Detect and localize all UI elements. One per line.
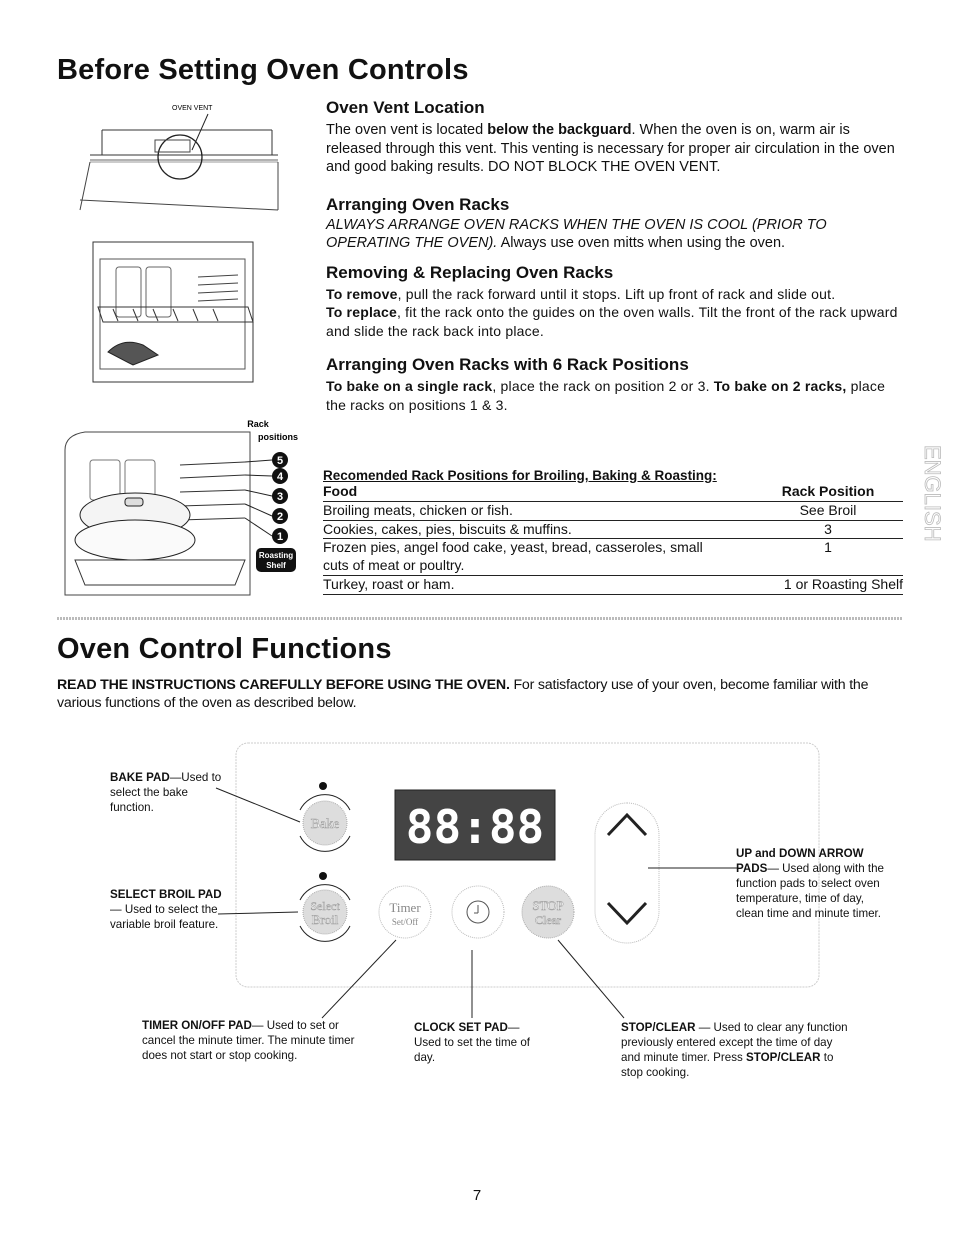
oven-vent-label: OVEN VENT [172, 105, 213, 112]
rack-number-4: 4 [276, 471, 284, 483]
english-side-tab [905, 440, 945, 560]
callout-clock-set-pad: CLOCK SET PAD— Used to set the time of day. [414, 1021, 530, 1064]
table-row: Frozen pies, angel food cake, yeast, bread, casseroles, small 1 [323, 539, 832, 556]
table-header-row [323, 483, 903, 502]
rack-number-5: 5 [276, 455, 284, 467]
display-digits: 88:88 [405, 800, 545, 854]
heading-oven-vent: Oven Vent Location [326, 98, 485, 117]
table-row: Turkey, roast or ham. 1 or Roasting Shelf [323, 576, 903, 595]
oven-rack-illustration [88, 237, 268, 387]
svg-text:ENGLISH: ENGLISH [920, 445, 945, 542]
stop-pad-label: STOP [532, 898, 564, 913]
table-row: Broiling meats, chicken or fish. See Broil [323, 502, 903, 521]
oven-vent-illustration [80, 100, 280, 220]
paragraph-arranging-racks: ALWAYS ARRANGE OVEN RACKS WHEN THE OVEN IS COOL (PRIOR TO OPERATING THE OVEN). Always use oven mitts when using the oven. [326, 216, 827, 251]
svg-text:Set/Off: Set/Off [391, 917, 419, 927]
callout-arrow-pads: UP and DOWN ARROW PADS— Used along with the function pads to select oven temperature, time of day, clean time and minute timer. [736, 847, 885, 920]
heading-six-positions: Arranging Oven Racks with 6 Rack Positions [326, 355, 689, 374]
heading-removing-racks: Removing & Replacing Oven Racks [326, 262, 614, 282]
page-number: 7 [472, 1187, 482, 1204]
callout-timer-pad: TIMER ON/OFF PAD— Used to set or cancel the minute timer. The minute timer does not start or stop cooking. [142, 1019, 355, 1062]
table-caption: Recomended Rack Positions for Broiling, Baking & Roasting: [323, 468, 717, 483]
section-divider [57, 617, 902, 620]
paragraph-six-positions: To bake on a single rack, place the rack on position 2 or 3. To bake on 2 racks, place the racks on positions 1 & 3. [326, 378, 886, 413]
callout-stop-clear: STOP/CLEAR — Used to clear any function previously entered except the time of day and minute timer. Press STOP/CLEAR to stop cooking. [621, 1021, 848, 1079]
paragraph-oven-vent: The oven vent is located below the backguard. When the oven is on, warm air is released through this vent. This venting is necessary for proper air circulation in the oven and good baking results. DO NOT BLOCK THE OVEN VENT. [326, 122, 895, 175]
table-header-position: Rack Position [781, 483, 875, 499]
rack-number-1: 1 [276, 531, 284, 543]
table-row: cuts of meat or poultry. [323, 557, 903, 576]
section-title-oven-control-functions: Oven Control Functions [57, 633, 392, 665]
heading-arranging-racks: Arranging Oven Racks [326, 194, 510, 214]
svg-text:Roasting: Roasting [258, 551, 294, 560]
section-title-before-setting: Before Setting Oven Controls [57, 54, 469, 86]
paragraph-removing-racks: To remove, pull the rack forward until it stops. Lift up front of rack and slide out. To replace, fit the rack onto the guides on the oven walls. Tilt the front of the rack upward and slide the rack back into place. [326, 285, 898, 339]
callout-select-broil: SELECT BROIL PAD— Used to select the variable broil feature. [110, 888, 222, 931]
bake-pad-label: Bake [310, 817, 340, 832]
timer-pad-label: Timer [389, 900, 421, 915]
table-row: Cookies, cakes, pies, biscuits & muffins. 3 [323, 521, 903, 540]
svg-text:Clear: Clear [535, 913, 561, 927]
table-header-food: Food [323, 483, 358, 499]
rack-number-3: 3 [276, 491, 284, 503]
rack-positions-label-2: positions [258, 432, 298, 442]
rack-number-2: 2 [276, 511, 284, 523]
callout-bake-pad: BAKE PAD—Used to select the bake function. [110, 771, 222, 814]
roasting-rack-illustration [60, 420, 320, 600]
rack-position-table [323, 468, 903, 595]
svg-text:Select: Select [310, 899, 340, 913]
intro-paragraph: READ THE INSTRUCTIONS CAREFULLY BEFORE USING THE OVEN. For satisfactory use of your oven, become familiar with the various functions of the oven as described below. [57, 677, 869, 711]
svg-text:Broil: Broil [311, 912, 339, 927]
rack-positions-label-1: Rack [247, 419, 269, 429]
svg-text:Shelf: Shelf [266, 561, 286, 570]
